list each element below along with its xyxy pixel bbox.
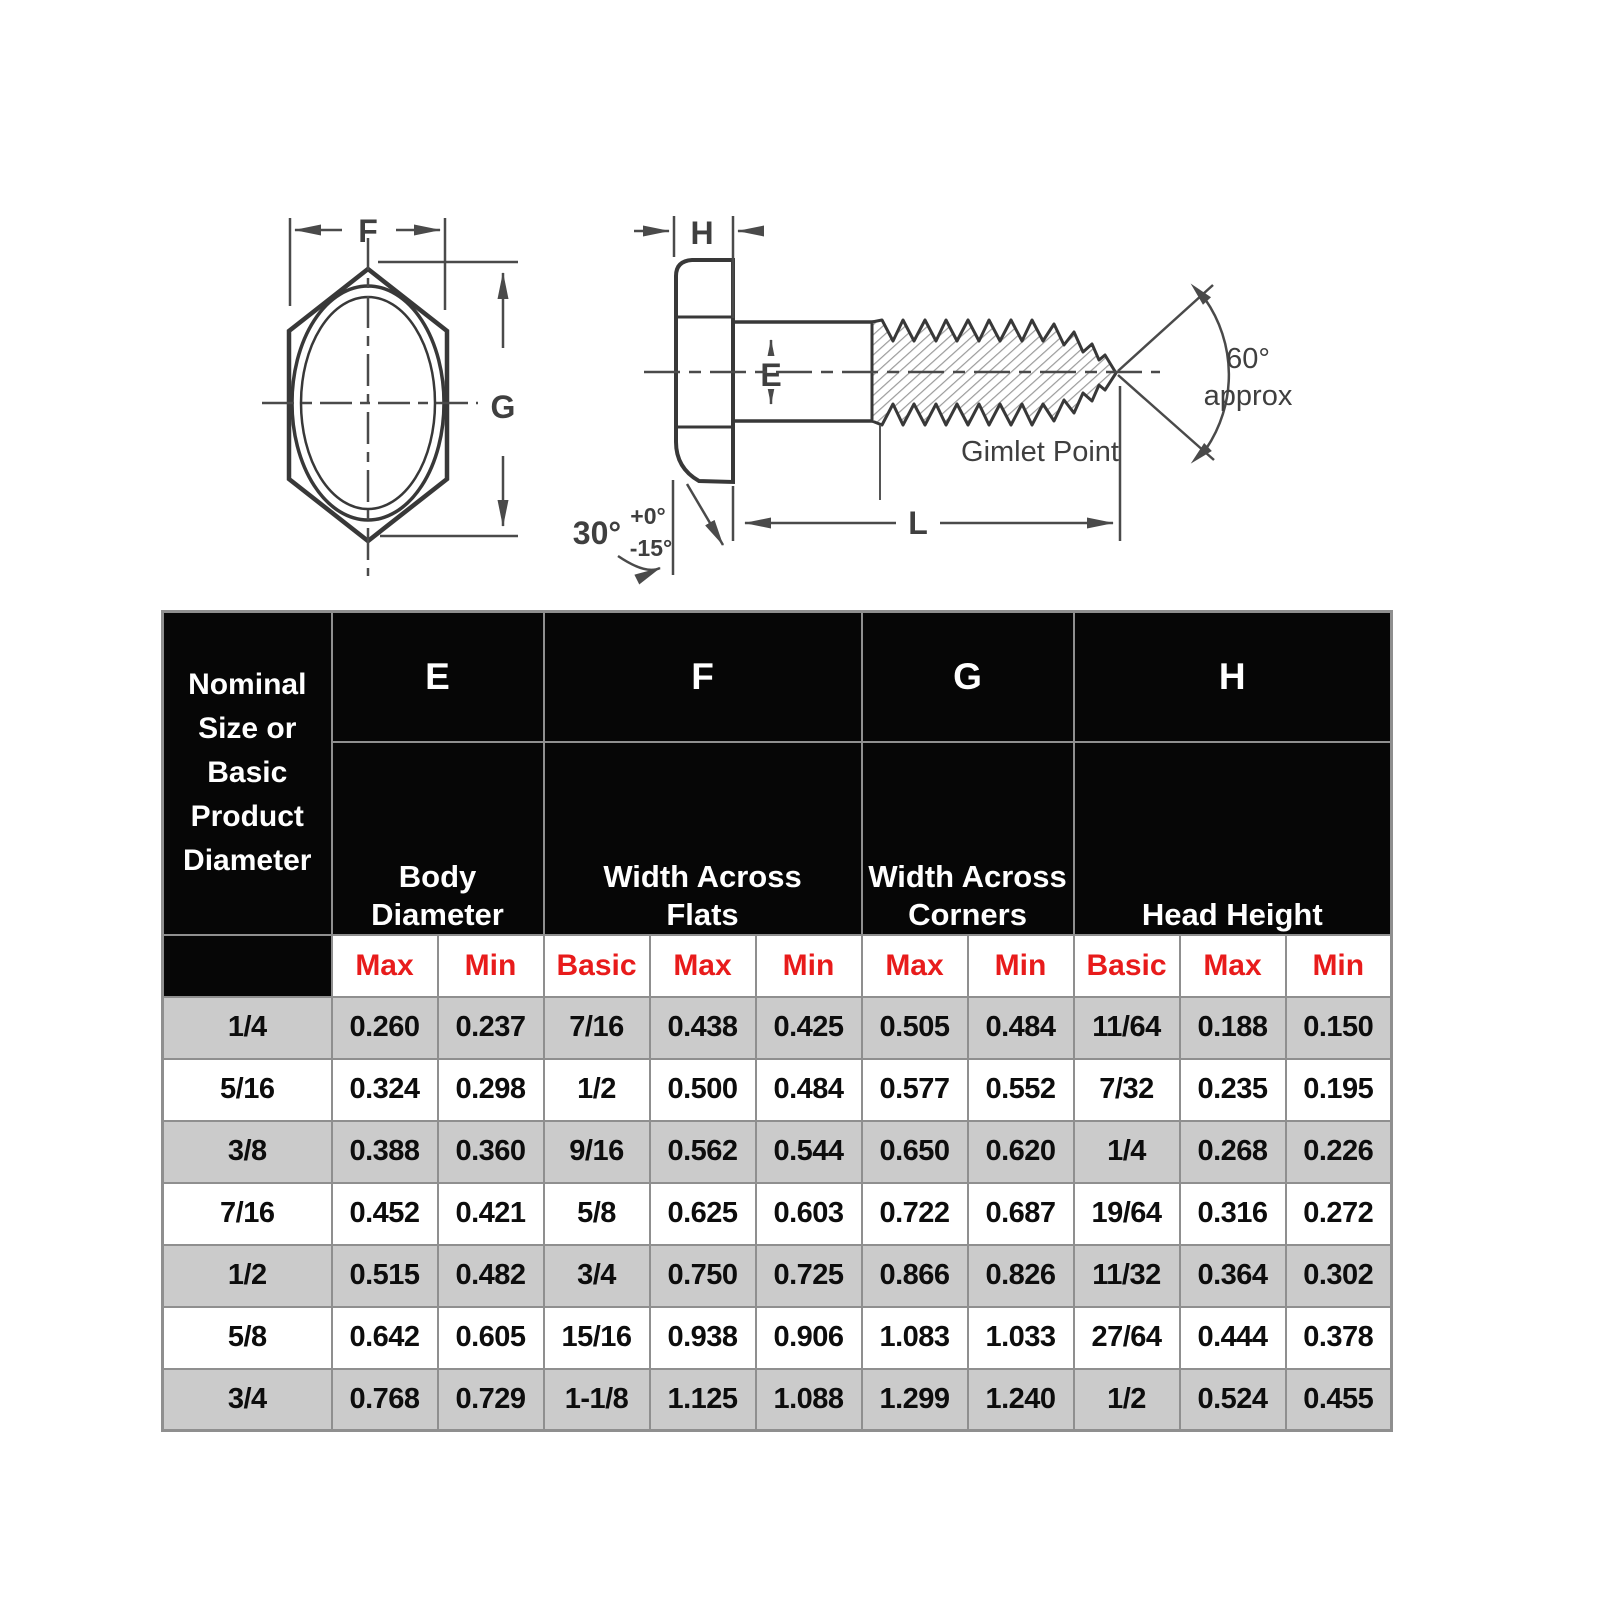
subheader-G-min: Min — [968, 935, 1074, 997]
value-cell: 11/32 — [1074, 1245, 1180, 1307]
value-cell: 0.444 — [1180, 1307, 1286, 1369]
size-cell: 5/8 — [163, 1307, 332, 1369]
value-cell: 0.482 — [438, 1245, 544, 1307]
size-cell: 3/8 — [163, 1121, 332, 1183]
value-cell: 0.603 — [756, 1183, 862, 1245]
value-cell: 0.260 — [332, 997, 438, 1059]
subheader-F-min: Min — [756, 935, 862, 997]
subheader-H-min: Min — [1286, 935, 1392, 997]
value-cell: 0.722 — [862, 1183, 968, 1245]
value-cell: 0.768 — [332, 1369, 438, 1431]
value-cell: 0.235 — [1180, 1059, 1286, 1121]
table-row — [163, 1059, 1392, 1121]
value-cell: 0.302 — [1286, 1245, 1392, 1307]
value-cell: 0.272 — [1286, 1183, 1392, 1245]
value-cell: 7/16 — [544, 997, 650, 1059]
value-cell: 1.088 — [756, 1369, 862, 1431]
value-cell: 1.299 — [862, 1369, 968, 1431]
group-name-line: Head Height — [1141, 896, 1323, 932]
group-name-line: Width Across — [868, 858, 1067, 894]
value-cell: 0.226 — [1286, 1121, 1392, 1183]
value-cell: 1/2 — [1074, 1369, 1180, 1431]
value-cell: 9/16 — [544, 1121, 650, 1183]
subheader-H-basic: Basic — [1074, 935, 1180, 997]
label-approx: approx — [1203, 380, 1293, 412]
value-cell: 0.484 — [968, 997, 1074, 1059]
subheader-E-min: Min — [438, 935, 544, 997]
header-row-subheaders — [163, 935, 1392, 997]
value-cell: 27/64 — [1074, 1307, 1180, 1369]
corner-header-line: Basic — [207, 756, 288, 790]
subheader-G-max: Max — [862, 935, 968, 997]
value-cell: 0.544 — [756, 1121, 862, 1183]
size-cell: 5/16 — [163, 1059, 332, 1121]
value-cell: 0.195 — [1286, 1059, 1392, 1121]
value-cell: 0.750 — [650, 1245, 756, 1307]
value-cell: 0.438 — [650, 997, 756, 1059]
value-cell: 0.268 — [1180, 1121, 1286, 1183]
label-tolerance-plus: +0° — [630, 503, 666, 529]
value-cell: 0.237 — [438, 997, 544, 1059]
group-letter-H: H — [1074, 612, 1392, 742]
size-cell: 1/4 — [163, 997, 332, 1059]
value-cell: 0.562 — [650, 1121, 756, 1183]
size-cell: 1/2 — [163, 1245, 332, 1307]
spec-table — [161, 610, 1393, 1432]
point-angle-60 — [1118, 280, 1229, 468]
value-cell: 5/8 — [544, 1183, 650, 1245]
value-cell: 0.324 — [332, 1059, 438, 1121]
value-cell: 0.425 — [756, 997, 862, 1059]
subheader-E-max: Max — [332, 935, 438, 997]
value-cell: 0.388 — [332, 1121, 438, 1183]
value-cell: 0.866 — [862, 1245, 968, 1307]
lag-screw-technical-drawing — [0, 0, 1600, 610]
value-cell: 0.364 — [1180, 1245, 1286, 1307]
group-name-line: Diameter — [371, 896, 504, 932]
label-30-degrees: 30° — [572, 515, 622, 551]
group-name-H — [1074, 742, 1392, 935]
corner-header — [163, 612, 332, 935]
corner-header-line: Size or — [198, 712, 297, 746]
value-cell: 0.938 — [650, 1307, 756, 1369]
group-name-F — [544, 742, 862, 935]
value-cell: 19/64 — [1074, 1183, 1180, 1245]
value-cell: 1/2 — [544, 1059, 650, 1121]
size-cell: 7/16 — [163, 1183, 332, 1245]
group-name-line: Corners — [908, 896, 1027, 932]
value-cell: 0.484 — [756, 1059, 862, 1121]
header-row-letters — [163, 612, 1392, 742]
label-e: E — [760, 357, 782, 393]
value-cell: 0.455 — [1286, 1369, 1392, 1431]
value-cell: 0.524 — [1180, 1369, 1286, 1431]
label-tolerance-minus: -15° — [629, 535, 673, 561]
group-letter-F: F — [544, 612, 862, 742]
subheader-spacer — [163, 935, 332, 997]
value-cell: 0.298 — [438, 1059, 544, 1121]
value-cell: 0.650 — [862, 1121, 968, 1183]
table-row — [163, 1307, 1392, 1369]
corner-header-line: Product — [190, 800, 304, 834]
label-f: F — [358, 213, 378, 249]
value-cell: 1-1/8 — [544, 1369, 650, 1431]
table-row — [163, 1183, 1392, 1245]
table-body — [163, 997, 1392, 1431]
value-cell: 0.605 — [438, 1307, 544, 1369]
label-60-degrees: 60° — [1226, 343, 1270, 375]
value-cell: 0.620 — [968, 1121, 1074, 1183]
value-cell: 0.515 — [332, 1245, 438, 1307]
group-letter-E: E — [332, 612, 544, 742]
value-cell: 15/16 — [544, 1307, 650, 1369]
table-row — [163, 1369, 1392, 1431]
value-cell: 1.125 — [650, 1369, 756, 1431]
size-cell: 3/4 — [163, 1369, 332, 1431]
value-cell: 0.687 — [968, 1183, 1074, 1245]
value-cell: 0.906 — [756, 1307, 862, 1369]
header-row-names — [163, 742, 1392, 935]
group-name-line: Flats — [666, 896, 739, 932]
value-cell: 7/32 — [1074, 1059, 1180, 1121]
subheader-F-max: Max — [650, 935, 756, 997]
corner-header-line: Nominal — [188, 668, 307, 702]
value-cell: 0.360 — [438, 1121, 544, 1183]
group-name-E — [332, 742, 544, 935]
value-cell: 0.452 — [332, 1183, 438, 1245]
group-letter-G: G — [862, 612, 1074, 742]
corner-header-line: Diameter — [183, 844, 312, 878]
value-cell: 0.729 — [438, 1369, 544, 1431]
value-cell: 0.552 — [968, 1059, 1074, 1121]
subheader-H-max: Max — [1180, 935, 1286, 997]
group-name-G — [862, 742, 1074, 935]
label-gimlet-point: Gimlet Point — [961, 436, 1119, 468]
table-row — [163, 1121, 1392, 1183]
value-cell: 0.642 — [332, 1307, 438, 1369]
value-cell: 3/4 — [544, 1245, 650, 1307]
value-cell: 0.150 — [1286, 997, 1392, 1059]
table-header — [163, 612, 1392, 997]
group-name-line: Width Across — [603, 858, 802, 894]
value-cell: 0.316 — [1180, 1183, 1286, 1245]
value-cell: 0.421 — [438, 1183, 544, 1245]
value-cell: 11/64 — [1074, 997, 1180, 1059]
value-cell: 0.625 — [650, 1183, 756, 1245]
value-cell: 0.725 — [756, 1245, 862, 1307]
value-cell: 0.826 — [968, 1245, 1074, 1307]
label-l: L — [908, 505, 928, 541]
value-cell: 0.500 — [650, 1059, 756, 1121]
label-g: G — [490, 389, 516, 425]
value-cell: 1.083 — [862, 1307, 968, 1369]
table-row — [163, 1245, 1392, 1307]
subheader-F-basic: Basic — [544, 935, 650, 997]
group-name-line: Body — [398, 858, 477, 894]
label-h: H — [690, 215, 714, 251]
value-cell: 0.577 — [862, 1059, 968, 1121]
table-row — [163, 997, 1392, 1059]
value-cell: 0.378 — [1286, 1307, 1392, 1369]
value-cell: 0.188 — [1180, 997, 1286, 1059]
value-cell: 0.505 — [862, 997, 968, 1059]
value-cell: 1.033 — [968, 1307, 1074, 1369]
value-cell: 1.240 — [968, 1369, 1074, 1431]
value-cell: 1/4 — [1074, 1121, 1180, 1183]
